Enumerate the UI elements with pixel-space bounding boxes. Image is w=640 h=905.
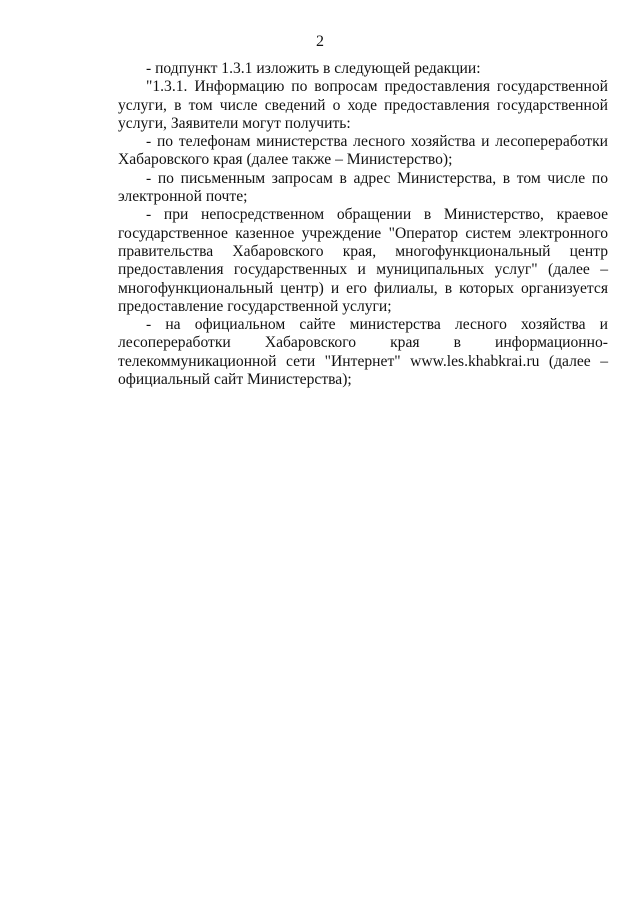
document-body bbox=[118, 60, 608, 389]
paragraph: - на официальном сайте министерства лесного хозяйства и лесопереработки Хабаровского края в информационно-телекоммуникационной сети "Интернет" www.les.khabkrai.ru (далее – официальный сайт Министерства); bbox=[118, 316, 608, 389]
paragraph: - по письменным запросам в адрес Министерства, в том числе по электронной почте; bbox=[118, 169, 608, 206]
paragraph: - подпункт 1.3.1 изложить в следующей редакции: bbox=[146, 60, 481, 77]
paragraph: - по телефонам министерства лесного хозяйства и лесопереработки Хабаровского края (далее также – Министерство); bbox=[118, 133, 608, 169]
page-number: 2 bbox=[316, 33, 324, 50]
paragraph: "1.3.1. Информацию по вопросам предоставления государственной услуги, в том числе сведений о ходе предоставления государственной услуги, Заявители могут получить: bbox=[118, 78, 608, 132]
paragraph: - при непосредственном обращении в Министерство, краевое государственное казенное учреждение "Оператор систем электронного правительства Хабаровского края, многофункциональный центр предоставления государственных и муниципальных услуг" (далее – многофункциональный центр) и его филиалы, в которых организуется предоставление государственной услуги; bbox=[118, 206, 608, 315]
